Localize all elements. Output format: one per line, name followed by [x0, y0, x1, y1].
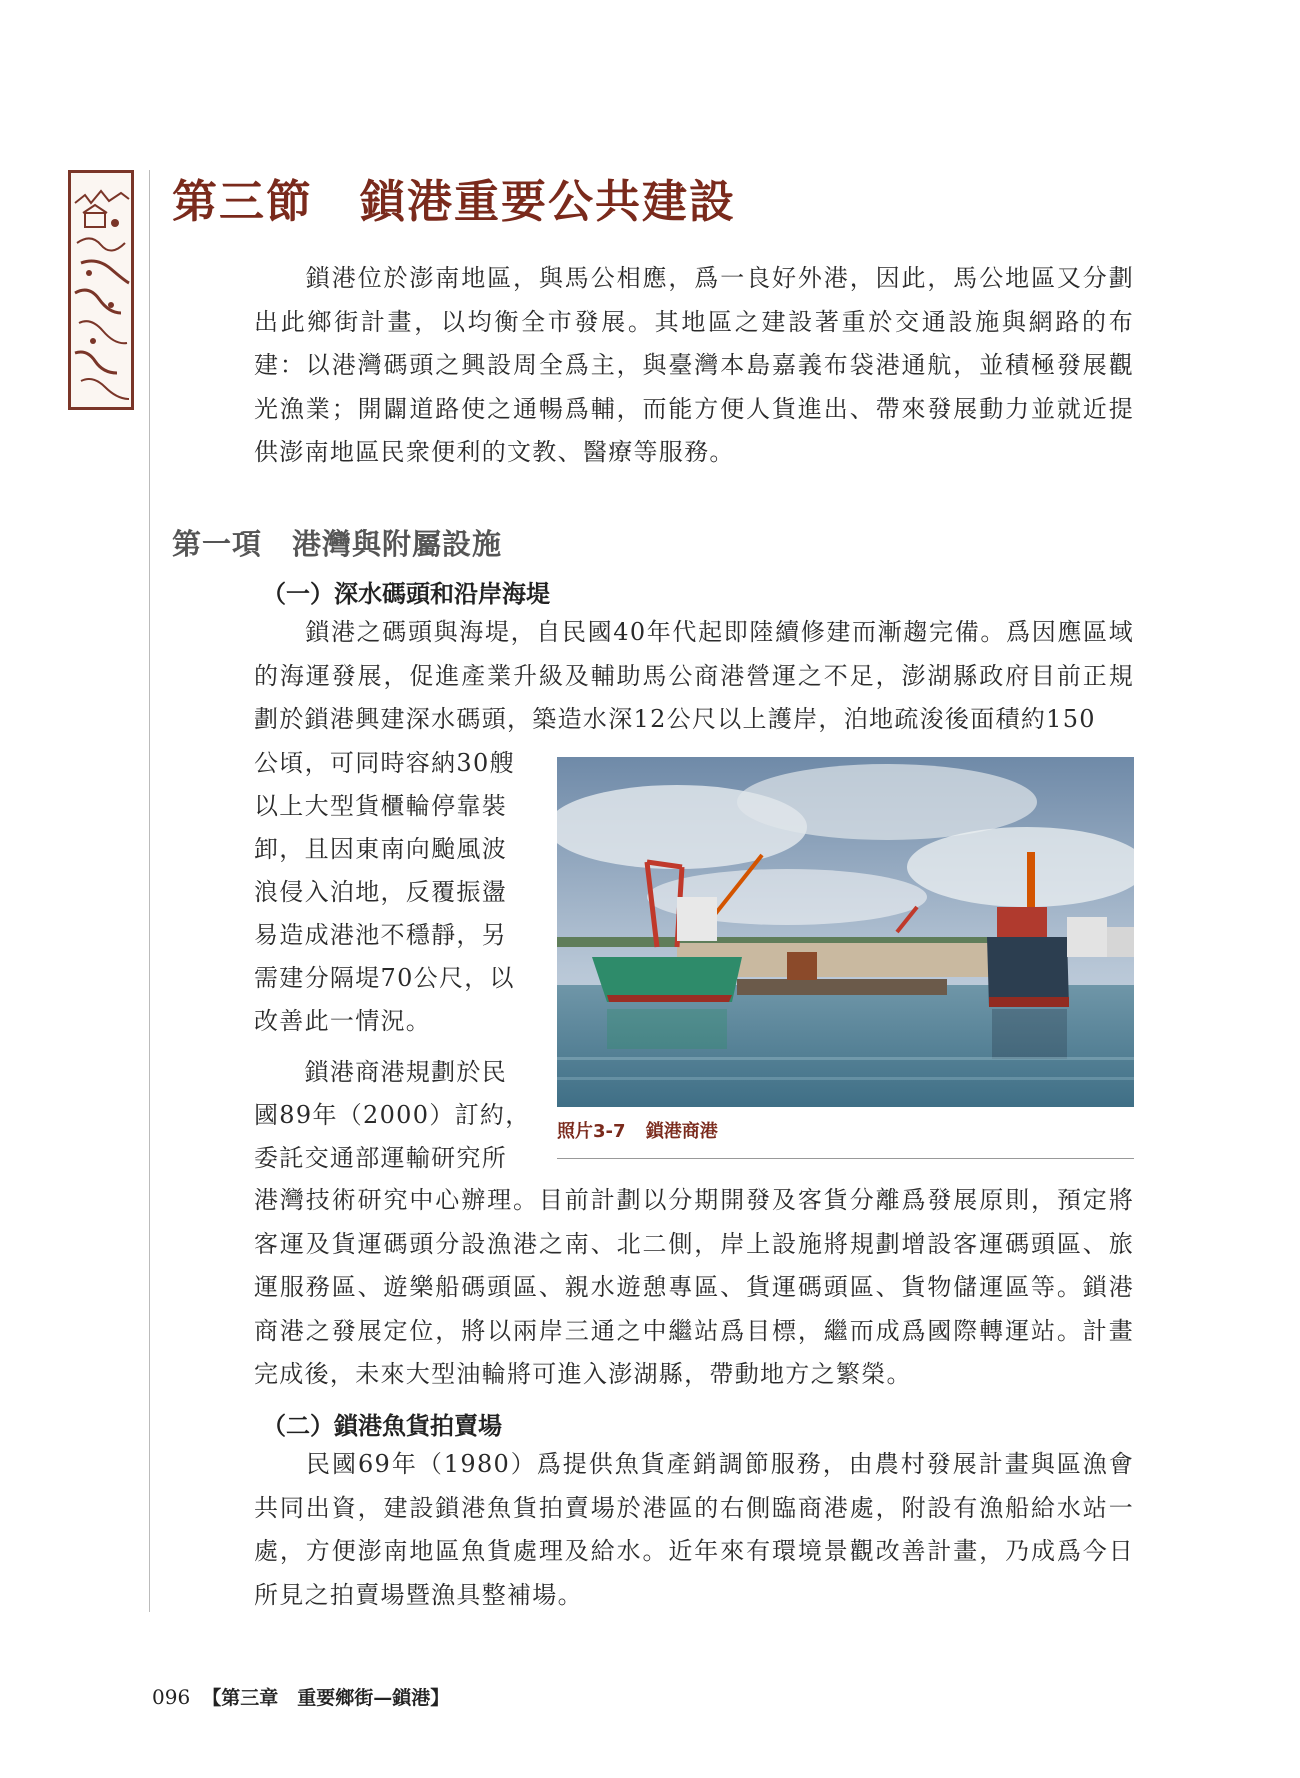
- photo-caption-label: 照片3-7: [557, 1121, 626, 1142]
- sub-heading-2: （二）鎖港魚貨拍賣場: [262, 1411, 502, 1440]
- item-title: 第一項 港灣與附屬設施: [172, 527, 503, 561]
- sub-heading-1: （一）深水碼頭和沿岸海堤: [262, 579, 550, 608]
- sub1-paragraph-bottom: 港灣技術研究中心辦理。目前計劃以分期開發及客貨分離爲發展原則，預定將客運及貨運碼頭分設漁港之南、北二側，岸上設施將規劃增設客運碼頭區、旅運服務區、遊樂船碼頭區、親水遊憩專區、貨運碼頭區、貨物儲運區等。鎖港商港之發展定位，將以兩岸三通之中繼站爲目標，繼而成爲國際轉運站。計畫完成後，未來大型油輪將可進入澎湖縣，帶動地方之繁榮。: [254, 1186, 1134, 1388]
- narrow-text-line: 浪侵入泊地，反覆振盪: [254, 878, 507, 906]
- margin-rule: [149, 170, 150, 1612]
- decorative-landscape-motif: [68, 170, 134, 410]
- narrow-text-line: 國89年（2000）訂約，: [254, 1101, 531, 1129]
- sub1-paragraph-top: 鎖港之碼頭與海堤，自民國40年代起即陸續修建而漸趨完備。爲因應區域的海運發展，促進產業升級及輔助馬公商港營運之不足，澎湖縣政府目前正規劃於鎖港興建深水碼頭，築造水深12公尺以上護岸，泊地疏浚後面積約150: [254, 618, 1134, 733]
- narrow-text-line: 鎖港商港規劃於民: [254, 1058, 507, 1086]
- harbor-scene-icon: [557, 757, 1134, 1107]
- section-title: 第三節 鎖港重要公共建設: [172, 175, 737, 228]
- sub2-paragraph: 民國69年（1980）爲提供魚貨產銷調節服務，由農村發展計畫與區漁會共同出資，建設鎖港魚貨拍賣場於港區的右側臨商港處，附設有漁船給水站一處，方便澎南地區魚貨處理及給水。近年來有環境景觀改善計畫，乃成爲今日所見之拍賣場暨漁具整補場。: [254, 1450, 1134, 1609]
- landscape-sketch-icon: [71, 173, 131, 407]
- narrow-text-line: 以上大型貨櫃輪停靠裝: [254, 792, 507, 820]
- narrow-text-line: 卸，且因東南向颱風波: [254, 835, 507, 863]
- narrow-text-line: 易造成港池不穩靜，另: [254, 921, 507, 949]
- photo-caption-text: 鎖港商港: [645, 1121, 718, 1142]
- photo-caption: [557, 1117, 1134, 1159]
- page-footer: [152, 1683, 449, 1710]
- narrow-text-line: 改善此一情況。: [254, 1007, 432, 1035]
- harbor-photo: [557, 757, 1134, 1107]
- intro-paragraph: 鎖港位於澎南地區，與馬公相應，爲一良好外港，因此，馬公地區又分劃出此鄉街計畫，以均衡全市發展。其地區之建設著重於交通設施與網路的布建：以港灣碼頭之興設周全爲主，與臺灣本島嘉義布袋港通航，並積極發展觀光漁業；開闢道路使之通暢爲輔，而能方便人貨進出、帶來發展動力並就近提供澎南地區民衆便利的文教、醫療等服務。: [254, 264, 1134, 466]
- page-number: 096: [152, 1685, 191, 1709]
- narrow-text-line: 需建分隔堤70公尺，以: [254, 964, 515, 992]
- chapter-label: 【第三章 重要鄉街—鎖港】: [202, 1687, 450, 1709]
- narrow-text-line: 委託交通部運輸研究所: [254, 1144, 507, 1172]
- narrow-text-line: 公頃，可同時容納30艘: [254, 749, 515, 777]
